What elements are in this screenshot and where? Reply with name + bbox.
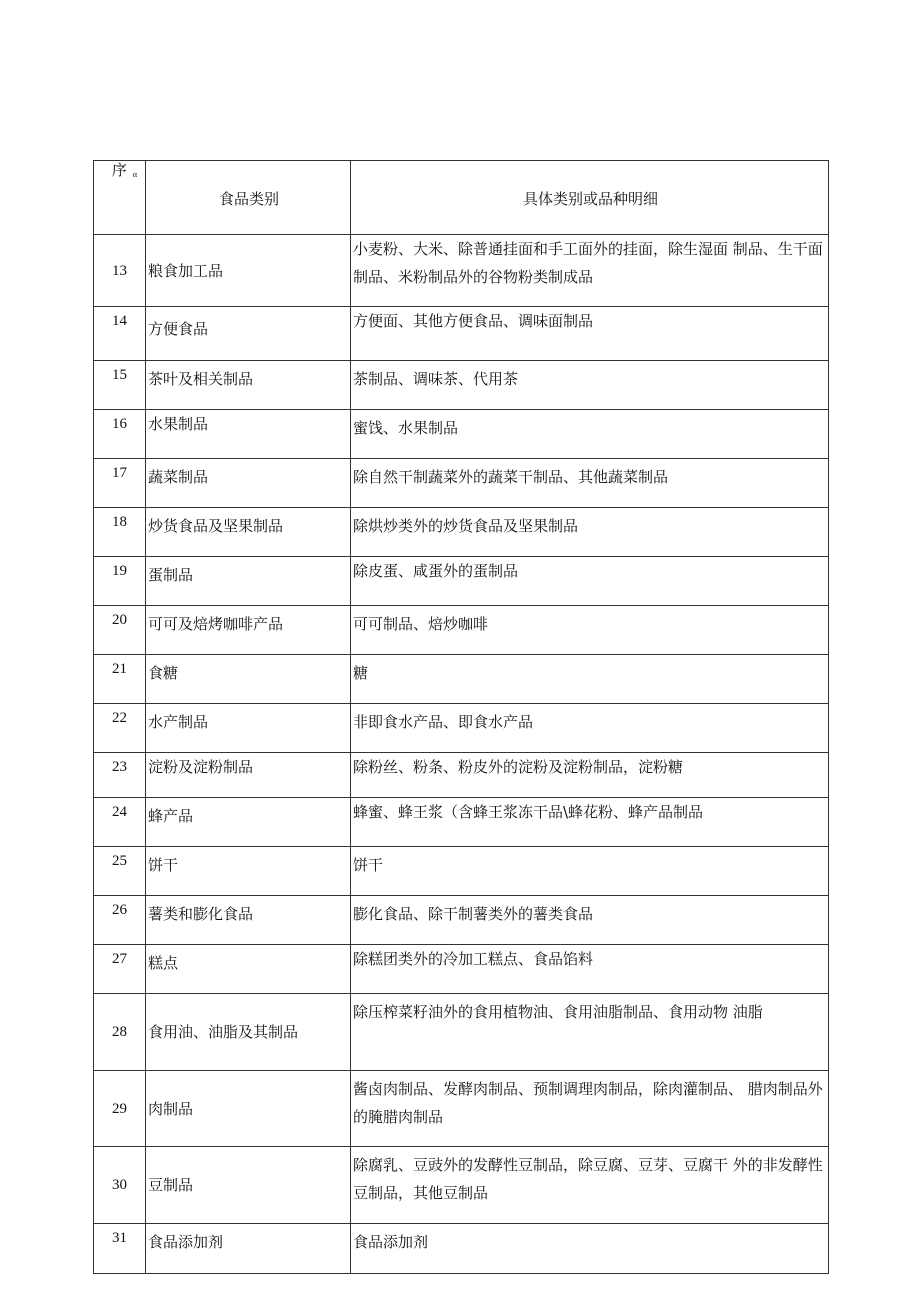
row-category: 饼干 xyxy=(146,847,351,896)
header-num: 序 xyxy=(111,163,127,179)
row-num: 19 xyxy=(94,557,146,606)
row-detail: 糖 xyxy=(351,655,829,704)
row-num: 21 xyxy=(94,655,146,704)
table-row xyxy=(94,307,829,361)
row-detail: 蜜饯、水果制品 xyxy=(351,410,829,459)
row-num: 26 xyxy=(94,896,146,945)
row-category: 蛋制品 xyxy=(146,557,351,606)
row-num: 15 xyxy=(94,361,146,410)
row-detail: 除皮蛋、咸蛋外的蛋制品 xyxy=(351,557,829,606)
table-row xyxy=(94,655,829,704)
row-num: 20 xyxy=(94,606,146,655)
header-num-cell xyxy=(94,161,146,235)
row-num: 27 xyxy=(94,945,146,994)
row-category: 茶叶及相关制品 xyxy=(146,361,351,410)
table-row xyxy=(94,361,829,410)
row-detail: 方便面、其他方便食品、调味面制品 xyxy=(351,307,829,361)
row-detail: 可可制品、焙炒咖啡 xyxy=(351,606,829,655)
row-category: 水果制品 xyxy=(146,410,351,459)
row-category: 食用油、油脂及其制品 xyxy=(146,994,351,1071)
table-row xyxy=(94,753,829,798)
row-category: 食品添加剂 xyxy=(146,1224,351,1274)
table-row xyxy=(94,704,829,753)
table-row xyxy=(94,557,829,606)
table-row xyxy=(94,847,829,896)
table-row xyxy=(94,945,829,994)
row-category: 可可及焙烤咖啡产品 xyxy=(146,606,351,655)
table-row xyxy=(94,1224,829,1274)
table-row xyxy=(94,508,829,557)
row-num: 13 xyxy=(94,235,146,307)
row-detail: 小麦粉、大米、除普通挂面和手工面外的挂面，除生湿面 制品、生干面制品、米粉制品外的谷物粉类制成品 xyxy=(351,235,829,307)
table-row xyxy=(94,1147,829,1224)
header-category: 食品类别 xyxy=(146,161,351,235)
table-row xyxy=(94,1071,829,1147)
row-detail: 非即食水产品、即食水产品 xyxy=(351,704,829,753)
row-num: 23 xyxy=(94,753,146,798)
header-num-sub: α xyxy=(132,170,138,179)
row-num: 24 xyxy=(94,798,146,847)
row-num: 28 xyxy=(94,994,146,1071)
row-detail: 膨化食品、除干制薯类外的薯类食品 xyxy=(351,896,829,945)
table-row xyxy=(94,606,829,655)
row-detail: 除烘炒类外的炒货食品及坚果制品 xyxy=(351,508,829,557)
row-detail: 除自然干制蔬菜外的蔬菜干制品、其他蔬菜制品 xyxy=(351,459,829,508)
food-category-table xyxy=(93,160,829,1274)
row-detail: 除糕团类外的冷加工糕点、食品馅料 xyxy=(351,945,829,994)
table-row xyxy=(94,459,829,508)
row-detail: 茶制品、调味茶、代用茶 xyxy=(351,361,829,410)
table-row xyxy=(94,994,829,1071)
row-category: 方便食品 xyxy=(146,307,351,361)
row-detail: 酱卤肉制品、发酵肉制品、预制调理肉制品，除肉灌制品、 腊肉制品外的腌腊肉制品 xyxy=(351,1071,829,1147)
row-category: 肉制品 xyxy=(146,1071,351,1147)
table-row xyxy=(94,410,829,459)
row-category: 薯类和膨化食品 xyxy=(146,896,351,945)
row-category: 淀粉及淀粉制品 xyxy=(146,753,351,798)
table-row xyxy=(94,235,829,307)
row-category: 食糖 xyxy=(146,655,351,704)
row-num: 25 xyxy=(94,847,146,896)
row-category: 粮食加工品 xyxy=(146,235,351,307)
row-num: 18 xyxy=(94,508,146,557)
table-row xyxy=(94,798,829,847)
row-detail: 食品添加剂 xyxy=(351,1224,829,1274)
row-num: 14 xyxy=(94,307,146,361)
row-num: 16 xyxy=(94,410,146,459)
row-category: 蜂产品 xyxy=(146,798,351,847)
row-num: 30 xyxy=(94,1147,146,1224)
row-category: 炒货食品及坚果制品 xyxy=(146,508,351,557)
table-row xyxy=(94,896,829,945)
row-category: 糕点 xyxy=(146,945,351,994)
header-detail: 具体类别或品种明细 xyxy=(351,161,829,235)
row-num: 31 xyxy=(94,1224,146,1274)
row-category: 豆制品 xyxy=(146,1147,351,1224)
table-header-row xyxy=(94,161,829,235)
row-detail: 除腐乳、豆豉外的发酵性豆制品，除豆腐、豆芽、豆腐干 外的非发酵性豆制品，其他豆制品 xyxy=(351,1147,829,1224)
row-num: 29 xyxy=(94,1071,146,1147)
row-detail: 饼干 xyxy=(351,847,829,896)
row-num: 22 xyxy=(94,704,146,753)
row-detail: 除粉丝、粉条、粉皮外的淀粉及淀粉制品，淀粉糖 xyxy=(351,753,829,798)
row-category: 蔬菜制品 xyxy=(146,459,351,508)
row-category: 水产制品 xyxy=(146,704,351,753)
row-detail: 除压榨菜籽油外的食用植物油、食用油脂制品、食用动物 油脂 xyxy=(351,994,829,1071)
row-detail: 蜂蜜、蜂王浆（含蜂王浆冻干品\蜂花粉、蜂产品制品 xyxy=(351,798,829,847)
row-num: 17 xyxy=(94,459,146,508)
